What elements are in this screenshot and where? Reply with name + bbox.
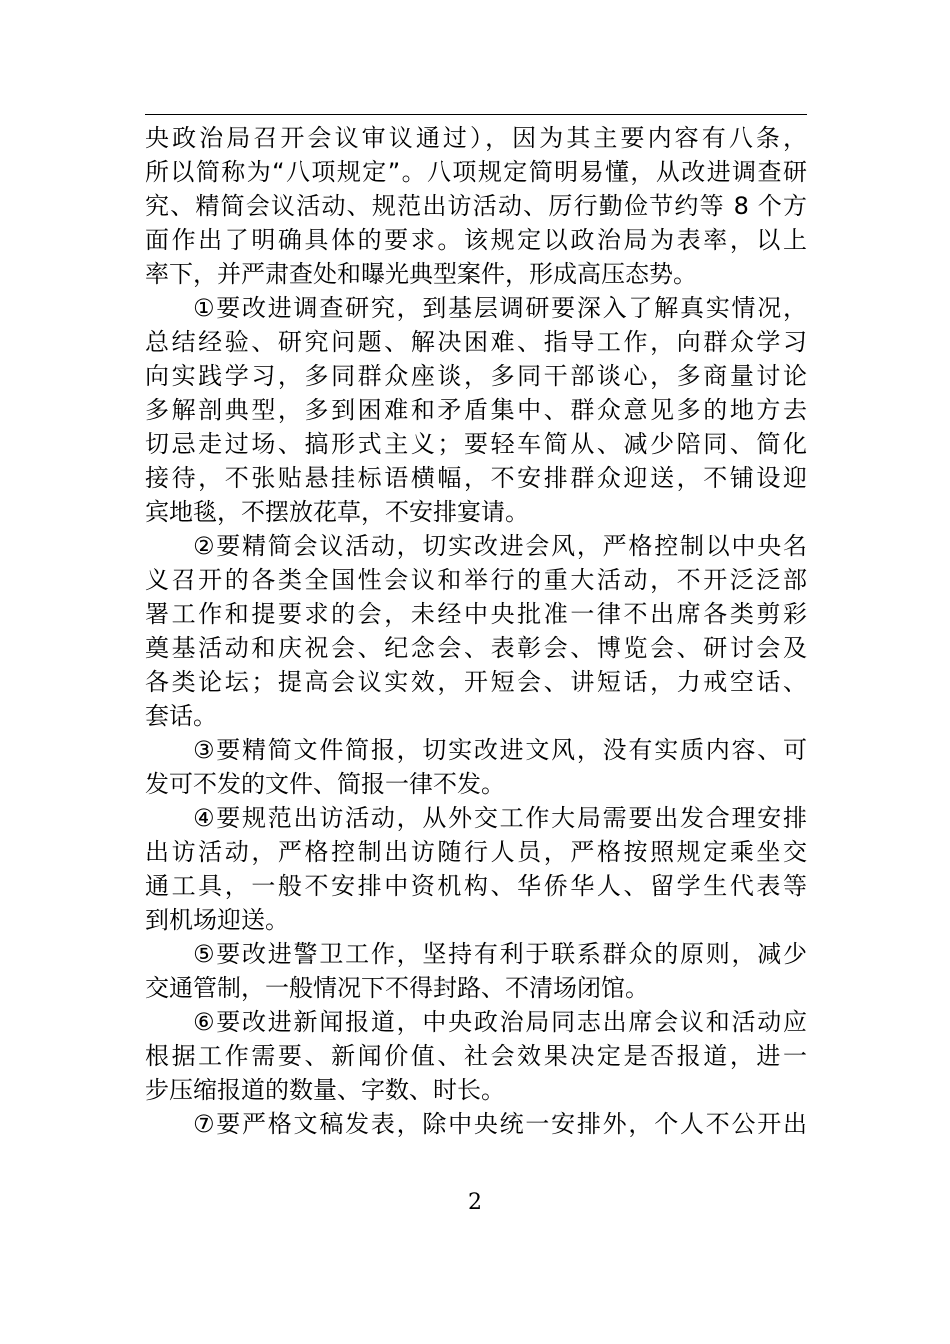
page-number: 2	[468, 1190, 482, 1215]
text-line: 宾地毯，不摆放花草，不安排宴请。	[145, 498, 529, 526]
text-line: 发可不发的文件、简报一律不发。	[145, 770, 505, 798]
text-line: 义召开的各类全国性会议和举行的重大活动，不开泛泛部	[145, 566, 807, 594]
text-line: 各类论坛；提高会议实效，开短会、讲短话，力戒空话、	[145, 668, 807, 696]
paragraph-item-3-line: ③要精简文件简报，切实改进文风，没有实质内容、可	[193, 736, 807, 764]
text-line: 套话。	[145, 702, 217, 730]
text-line: 多解剖典型，多到困难和矛盾集中、群众意见多的地方去	[145, 396, 807, 424]
text-line: 通工具，一般不安排中资机构、华侨华人、留学生代表等	[145, 872, 807, 900]
body-text	[145, 121, 807, 1141]
paragraph-item-4-line: ④要规范出访活动，从外交工作大局需要出发合理安排	[193, 804, 807, 832]
paragraph-item-5-line: ⑤要改进警卫工作，坚持有利于联系群众的原则，减少	[193, 940, 807, 968]
text-line: 面作出了明确具体的要求。该规定以政治局为表率，以上	[145, 226, 807, 254]
text-line: 究、精简会议活动、规范出访活动、厉行勤俭节约等 8 个方	[145, 192, 807, 220]
paragraph-item-2-line: ②要精简会议活动，切实改进会风，严格控制以中央名	[193, 532, 807, 560]
text-line: 向实践学习，多同群众座谈，多同干部谈心，多商量讨论	[145, 362, 807, 390]
paragraph-item-6-line: ⑥要改进新闻报道，中央政治局同志出席会议和活动应	[193, 1008, 807, 1036]
text-line: 央政治局召开会议审议通过），因为其主要内容有八条，	[145, 124, 807, 152]
text-line: 率下，并严肃查处和曝光典型案件，形成高压态势。	[145, 260, 697, 288]
paragraph-item-1-line: ①要改进调查研究，到基层调研要深入了解真实情况，	[193, 294, 807, 322]
text-line: 交通管制，一般情况下不得封路、不清场闭馆。	[145, 974, 649, 1002]
paragraph-item-7-line: ⑦要严格文稿发表，除中央统一安排外，个人不公开出	[193, 1110, 807, 1138]
text-line: 到机场迎送。	[145, 906, 289, 934]
header-rule	[145, 114, 807, 115]
text-line: 接待，不张贴悬挂标语横幅，不安排群众迎送，不铺设迎	[145, 464, 807, 492]
text-line: 步压缩报道的数量、字数、时长。	[145, 1076, 505, 1104]
text-line: 所以简称为“八项规定”。八项规定简明易懂，从改进调查研	[145, 158, 807, 186]
text-line: 署工作和提要求的会，未经中央批准一律不出席各类剪彩	[145, 600, 807, 628]
text-line: 出访活动，严格控制出访随行人员，严格按照规定乘坐交	[145, 838, 807, 866]
text-line: 切忌走过场、搞形式主义；要轻车简从、减少陪同、简化	[145, 430, 807, 458]
text-line: 总结经验、研究问题、解决困难、指导工作，向群众学习	[145, 328, 807, 356]
text-line: 根据工作需要、新闻价值、社会效果决定是否报道，进一	[145, 1042, 807, 1070]
text-line: 奠基活动和庆祝会、纪念会、表彰会、博览会、研讨会及	[145, 634, 807, 662]
